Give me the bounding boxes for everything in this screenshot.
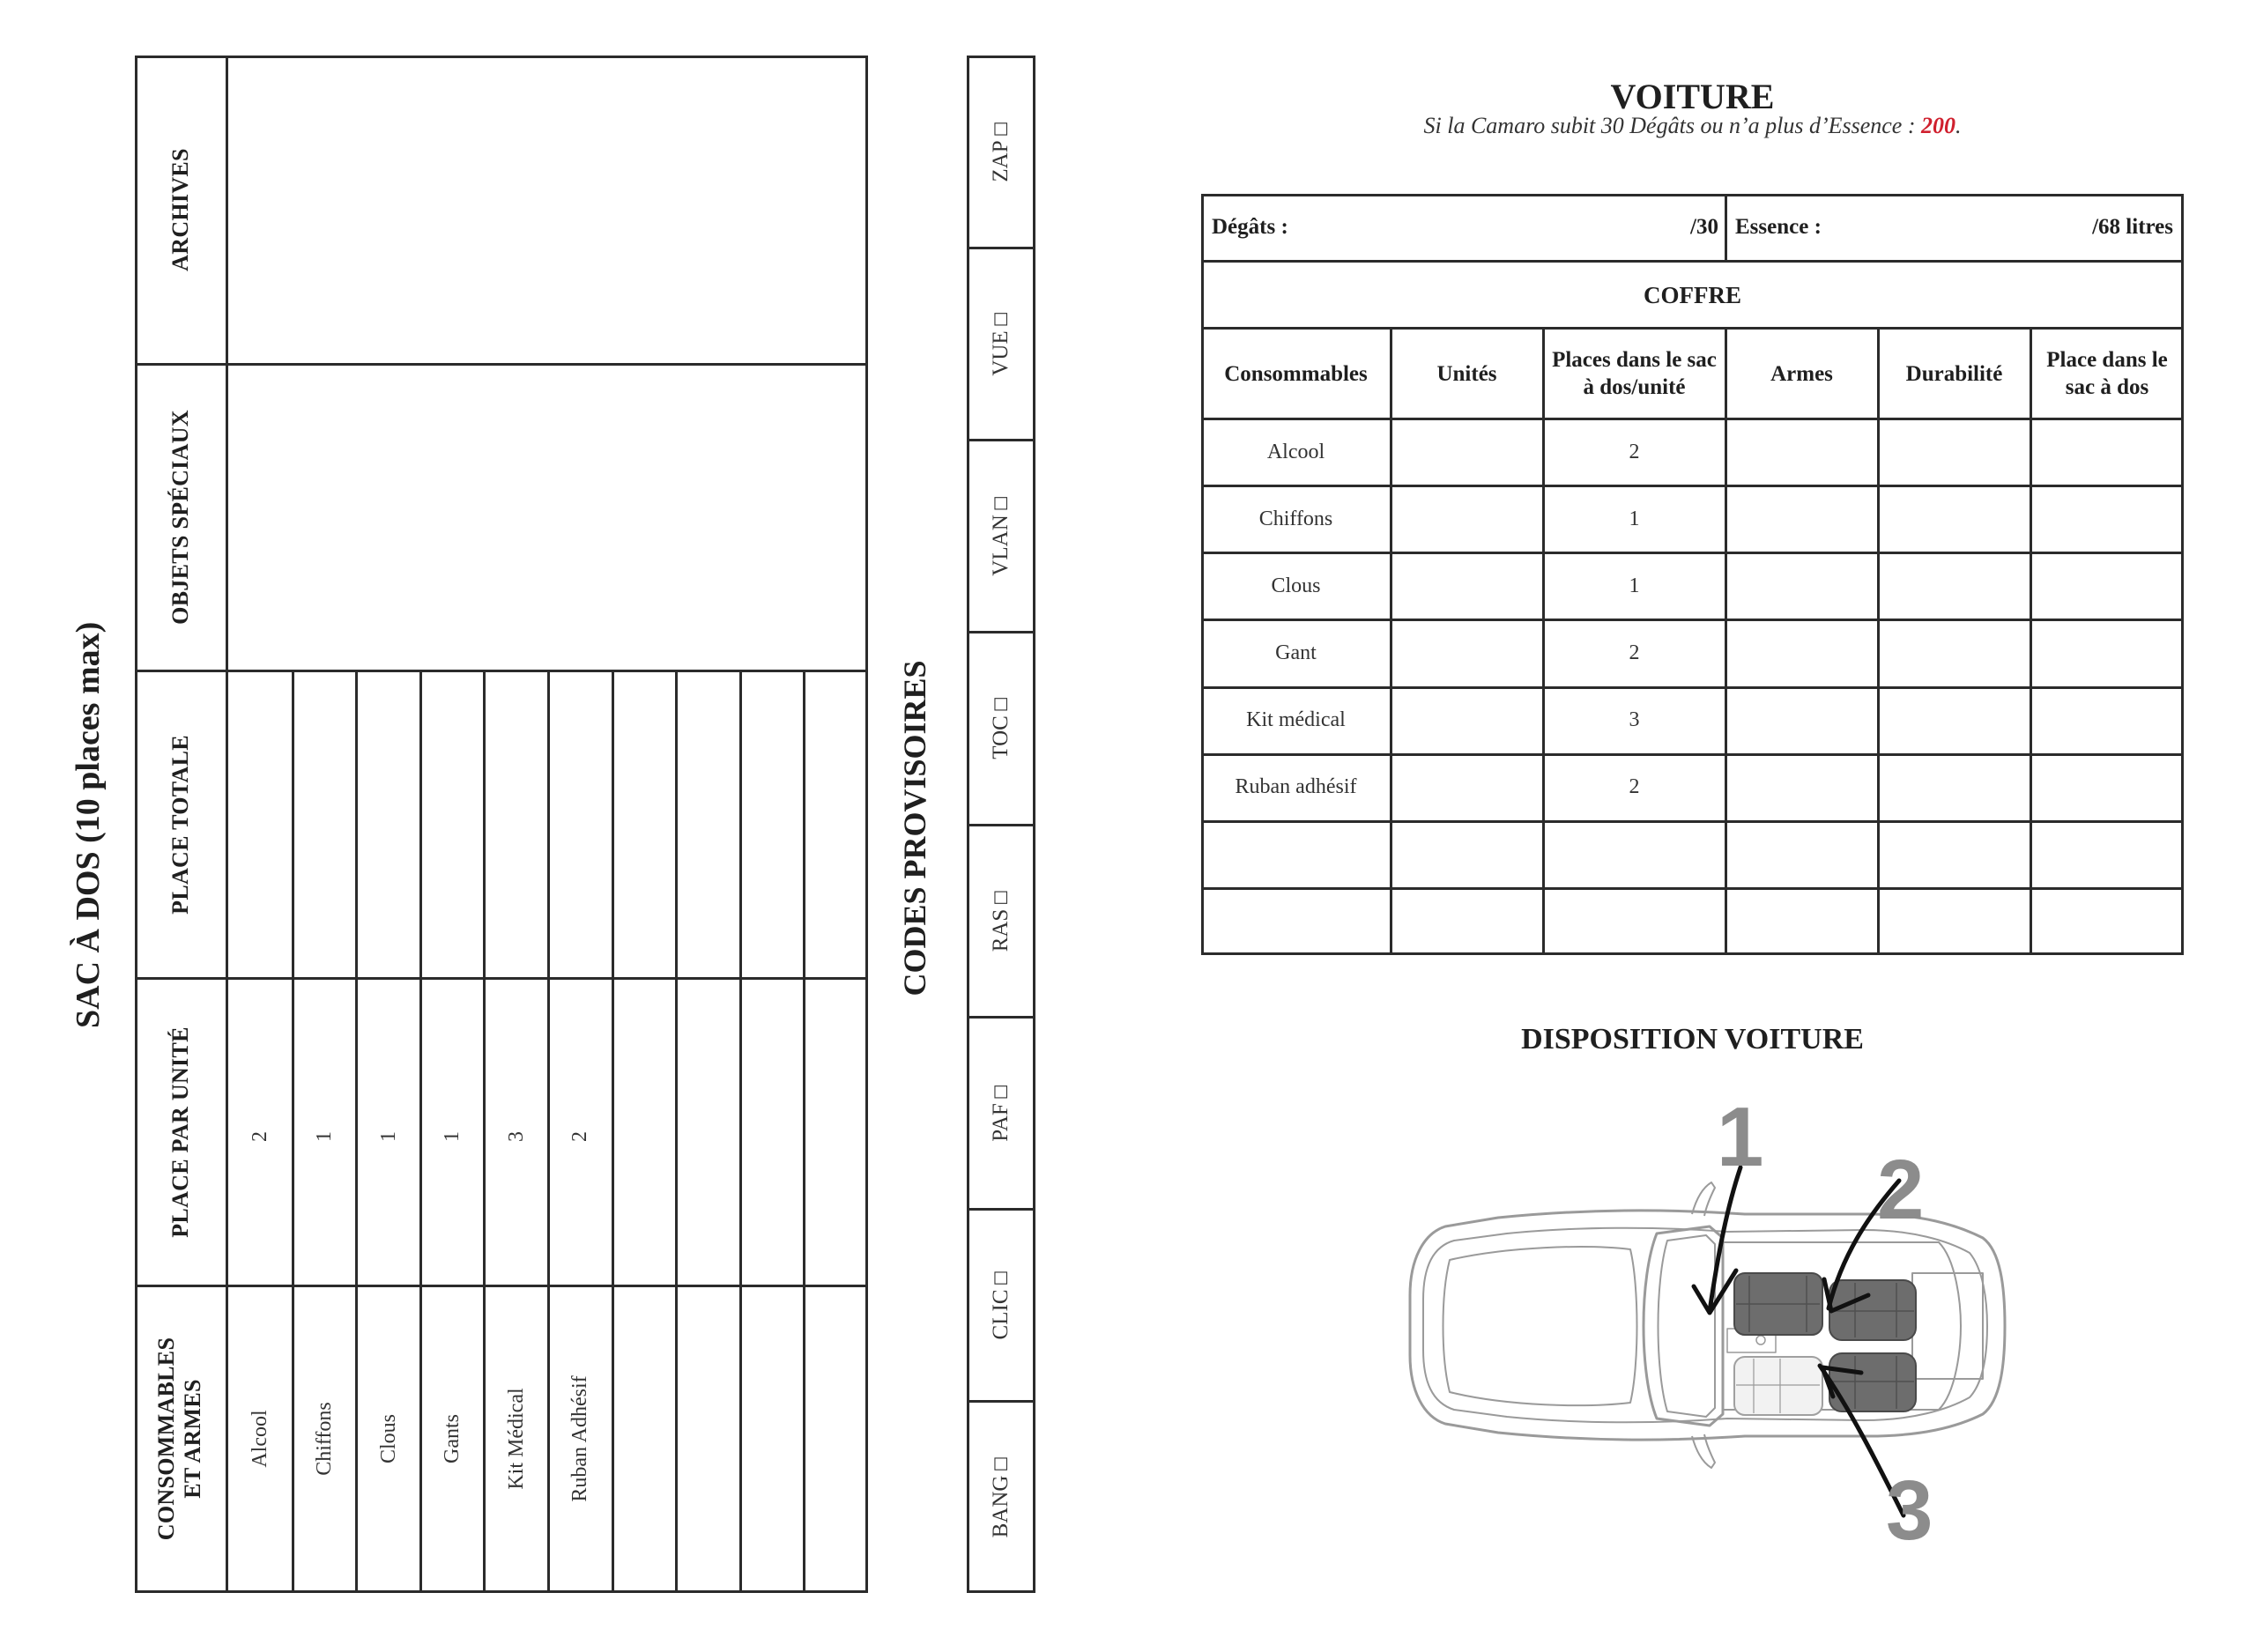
code-label: VUE [989,330,1013,376]
trunk-title: COFFRE [1644,281,1741,308]
trunk-cell[interactable] [1391,619,1543,686]
backpack-item-name[interactable]: Alcool [249,1410,272,1468]
trunk-cell[interactable] [1878,888,2030,955]
trunk-cell[interactable]: 1 [1629,507,1640,530]
car-subtitle-highlight: 200 [1921,113,1955,138]
backpack-item-total-place[interactable] [228,672,293,976]
code-divider [967,1208,1035,1211]
code-item-ras[interactable] [987,833,1015,1009]
items-header [153,1307,208,1571]
backpack-item-place-per-unit[interactable]: 1 [441,1131,464,1142]
code-label: VLAN [989,515,1013,576]
code-item-zap[interactable] [987,63,1015,240]
backpack-item-total-place[interactable] [612,672,677,976]
backpack-item-total-place[interactable] [293,672,357,976]
backpack-item-total-place[interactable] [484,672,548,976]
arrow-icons [1694,1167,1904,1515]
fuel-cell[interactable] [1726,194,2184,261]
trunk-cell[interactable] [2030,485,2184,552]
trunk-cell[interactable] [1391,552,1543,619]
trunk-header-cell: Consommables [1224,361,1368,386]
trunk-cell[interactable] [2030,687,2184,754]
trunk-cell[interactable] [1543,888,1725,955]
trunk-cell[interactable] [1725,485,1878,552]
trunk-cell[interactable]: 3 [1629,708,1640,732]
trunk-cell[interactable]: 2 [1629,440,1640,463]
backpack-item-name[interactable]: Kit Médical [504,1388,528,1490]
backpack-item-place-per-unit[interactable]: 2 [568,1131,592,1142]
backpack-item-place-per-unit[interactable]: 1 [312,1131,336,1142]
backpack-item-total-place[interactable] [740,672,805,976]
code-label: PAF [989,1102,1013,1142]
seat-1-icon [1734,1273,1822,1335]
trunk-cell[interactable] [1201,821,1391,888]
code-item-bang[interactable] [987,1409,1015,1585]
code-divider [967,631,1035,633]
backpack-item-place-per-unit[interactable]: 1 [376,1131,400,1142]
trunk-cell[interactable] [1725,754,1878,821]
trunk-cell[interactable] [1878,485,2030,552]
code-item-toc[interactable] [987,640,1015,816]
backpack-item-name[interactable] [694,1298,723,1580]
trunk-cell[interactable] [1725,687,1878,754]
trunk-cell[interactable] [1878,419,2030,485]
code-divider [967,1400,1035,1403]
trunk-cell[interactable] [1391,821,1543,888]
trunk-cell[interactable] [1391,888,1543,955]
backpack-item-place-per-unit[interactable]: 2 [249,1131,272,1142]
code-label: BANG [989,1475,1013,1538]
seat-2-icon [1829,1280,1916,1340]
layout-diagram-title: DISPOSITION VOITURE [1521,1023,1864,1056]
backpack-item-name[interactable]: Gants [441,1414,464,1463]
backpack-item-total-place[interactable] [420,672,485,976]
trunk-cell[interactable] [1391,687,1543,754]
trunk-cell[interactable] [1725,552,1878,619]
total-place-header: PLACE TOTALE [167,735,193,915]
items-header-line1: CONSOMMABLES [153,1337,179,1541]
code-item-vue[interactable] [987,256,1015,432]
trunk-cell[interactable]: Alcool [1266,440,1325,463]
trunk-cell[interactable]: Kit médical [1246,708,1346,732]
damage-cell[interactable] [1201,194,1725,261]
trunk-cell[interactable] [1201,888,1391,955]
archives-header: ARCHIVES [167,148,193,271]
trunk-cell[interactable] [1725,419,1878,485]
checkbox-icon[interactable]: ☐ [992,696,1012,713]
trunk-cell[interactable] [2030,552,2184,619]
backpack-item-place-per-unit[interactable] [822,1110,850,1163]
car-subtitle-text: Si la Camaro subit 30 Dégâts ou n’a plus d’Essence : [1423,113,1921,138]
checkbox-icon[interactable]: ☐ [992,1456,1012,1472]
items-header-line2: ET ARMES [180,1379,205,1499]
trunk-cell[interactable] [1391,419,1543,485]
damage-max: /30 [1690,215,1718,239]
code-label: RAS [989,908,1013,952]
code-label: CLIC [989,1289,1013,1340]
trunk-cell[interactable]: Clous [1271,574,1321,597]
section-divider [135,977,868,980]
trunk-cell[interactable]: 2 [1629,641,1640,664]
trunk-cell[interactable] [1878,619,2030,686]
backpack-item-name[interactable]: Ruban Adhésif [568,1375,592,1502]
code-item-vlan[interactable] [987,448,1015,624]
trunk-cell[interactable] [1391,754,1543,821]
codes-title: CODES PROVISOIRES [897,660,932,996]
trunk-cell[interactable] [2030,754,2184,821]
car-title: VOITURE [1610,77,1775,116]
trunk-cell[interactable] [1878,552,2030,619]
checkbox-icon[interactable]: ☐ [992,1083,1012,1100]
seat-label-1: 1 [1717,1090,1764,1184]
trunk-cell[interactable] [2030,888,2184,955]
code-divider [967,439,1035,441]
backpack-item-name[interactable]: Clous [376,1414,400,1464]
trunk-cell[interactable]: Ruban adhésif [1235,775,1357,799]
code-item-clic[interactable] [987,1217,1015,1393]
code-item-paf[interactable] [987,1025,1015,1201]
trunk-cell[interactable]: Chiffons [1258,507,1333,530]
backpack-item-total-place[interactable] [356,672,420,976]
trunk-header-cell: Durabilité [1905,361,2003,386]
backpack-item-place-per-unit[interactable] [758,1110,786,1163]
backpack-item-place-per-unit[interactable] [694,1110,723,1163]
seat-label-2: 2 [1877,1143,1925,1237]
fuel-label: Essence : [1735,215,1822,239]
code-divider [967,1016,1035,1019]
trunk-header-cell: Armes [1770,361,1833,386]
backpack-title: SAC À DOS (10 places max) [70,621,107,1028]
trunk-cell[interactable] [1878,687,2030,754]
trunk-cell[interactable] [1391,485,1543,552]
checkbox-icon[interactable]: ☐ [992,121,1012,137]
section-divider [135,1285,868,1287]
backpack-item-place-per-unit[interactable]: 3 [504,1131,528,1142]
place-per-unit-header: PLACE PAR UNITÉ [167,1026,193,1238]
fuel-max: /68 litres [2092,215,2173,239]
trunk-header-cell: Place dans le sac à dos [2046,348,2168,399]
trunk-cell[interactable] [1878,754,2030,821]
backpack-item-name[interactable] [630,1298,658,1580]
trunk-cell[interactable] [1725,821,1878,888]
trunk-cell[interactable] [2030,619,2184,686]
trunk-cell[interactable] [1725,619,1878,686]
backpack-item-place-per-unit[interactable] [630,1110,658,1163]
trunk-cell[interactable] [1725,888,1878,955]
code-label: TOC [989,715,1013,760]
backpack-item-total-place[interactable] [548,672,612,976]
damage-label: Dégâts : [1212,215,1288,239]
backpack-item-name[interactable] [822,1298,850,1580]
trunk-cell[interactable] [1543,821,1725,888]
car-subtitle [1201,113,2184,139]
trunk-header-cell: Unités [1436,361,1497,386]
trunk-cell[interactable]: 1 [1629,574,1640,597]
trunk-header-cell: Places dans le sac à dos/unité [1552,348,1717,399]
code-label: ZAP [989,140,1013,182]
trunk-cell[interactable] [2030,419,2184,485]
code-divider [967,824,1035,826]
checkbox-icon[interactable]: ☐ [992,495,1012,512]
section-divider [135,363,868,366]
trunk-cell[interactable] [2030,821,2184,888]
special-objects-header: OBJETS SPÉCIAUX [167,410,193,625]
backpack-item-total-place[interactable] [804,672,868,976]
backpack-item-name[interactable] [758,1298,786,1580]
backpack-item-total-place[interactable] [676,672,740,976]
checkbox-icon[interactable]: ☐ [992,889,1012,906]
trunk-cell[interactable]: 2 [1629,775,1640,799]
trunk-cell[interactable] [1878,821,2030,888]
trunk-cell[interactable]: Gant [1275,641,1317,664]
checkbox-icon[interactable]: ☐ [992,311,1012,328]
seat-label-3: 3 [1886,1463,1933,1558]
checkbox-icon[interactable]: ☐ [992,1270,1012,1286]
code-divider [967,247,1035,249]
car-subtitle-end: . [1955,113,1962,138]
backpack-item-name[interactable]: Chiffons [312,1402,336,1476]
